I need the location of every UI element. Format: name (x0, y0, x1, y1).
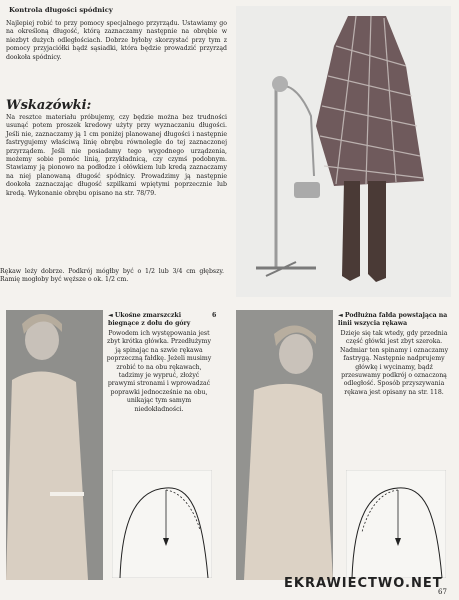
sleeve-note: Rękaw leży dobrze. Podkrój mógłby być o 1/2 lub 3/4 cm głębszy. Ramię mogłoby być węższe o ok. 1/2 cm. (0, 268, 224, 284)
model-photo-right (236, 310, 333, 580)
zmarszczki-number: 6 (212, 312, 217, 319)
model-photo-left (6, 310, 103, 580)
zmarszczki-text: Powodem ich występowania jest zbyt krótka główka. Przedłużymy ją spinając na szwie rękawa poprzeczną fałdkę. Jeżeli musimy zrobić to na obu rękawach, tadzimy je wypruć, złożyć prawymi stronami i wprowadzać poprawki jednocześnie na obu, unikając tym samym niedokładności. (106, 330, 212, 413)
zmarszczki-heading: ◄ Ukośne zmarszczki biegnące z dołu do góry (108, 312, 191, 328)
intro-paragraph: Najlepiej robić to przy pomocy specjalnego przyrządu. Ustawiamy go na określoną długość, którą zaznaczamy następnie na obrębie w niezbyt dużych odległościach. Dobrze byłoby skorzystać przy tym z pomocy przyjaciółki bądź sąsiadki, która będzie prowadzić przyrząd dookoła spódnicy. (6, 20, 227, 61)
falda-heading: ◄ Podłużna fałda powstająca na linii wszycia rękawa (338, 312, 448, 328)
sleeve-diagram-left (112, 470, 212, 578)
watermark: EKRAWIECTWO.NET (284, 576, 443, 591)
skirt-hem-marker-photo (236, 6, 451, 297)
skirt-photo-illustration (236, 6, 451, 297)
tips-paragraph: Na resztce materiału próbujemy, czy będzie można bez trudności usunąć potem proszek kredowy użyty przy wyznaczaniu długości. Jeśli nie, zaznaczamy ją 1 cm poniżej planowanej długości i następnie fastrygujemy właściwą linię obrębu równolegle do tej zaznaczonej przyrządem. Jeśli nie posiadamy tego wygodnego urządzenia, możemy sobie pomóc linią, przykładnicą, czy czymś podobnym. Stawiamy ją pionowo na podłodze i ołówkiem lub kredą zaznaczamy na niej planowaną długość spódnicy. Prowadzimy ją następnie dookoła zaznaczając długość szpilkami wpiętymi poprzecznie lub kredą. Wykonanie obrębu opisano na str. 78/79. (6, 114, 227, 197)
tips-heading: Wskazówki: (6, 98, 92, 113)
falda-text: Dzieje się tak wtedy, gdy przednia część główki jest zbyt szeroka. Nadmiar ten spinamy i oznaczamy fastrygą. Następnie nadprujemy główkę i wycinamy, bądź przesuwamy podkrój o oznaczoną odległość. Sposób przyszywania rękawa jest opisany na str. 118. (339, 330, 449, 396)
sleeve-diagram-right (346, 470, 446, 578)
model-right-illustration (236, 310, 333, 580)
section-title: Kontrola długości spódnicy (9, 6, 113, 14)
model-left-illustration (6, 310, 103, 580)
page-number: 67 (438, 588, 447, 596)
